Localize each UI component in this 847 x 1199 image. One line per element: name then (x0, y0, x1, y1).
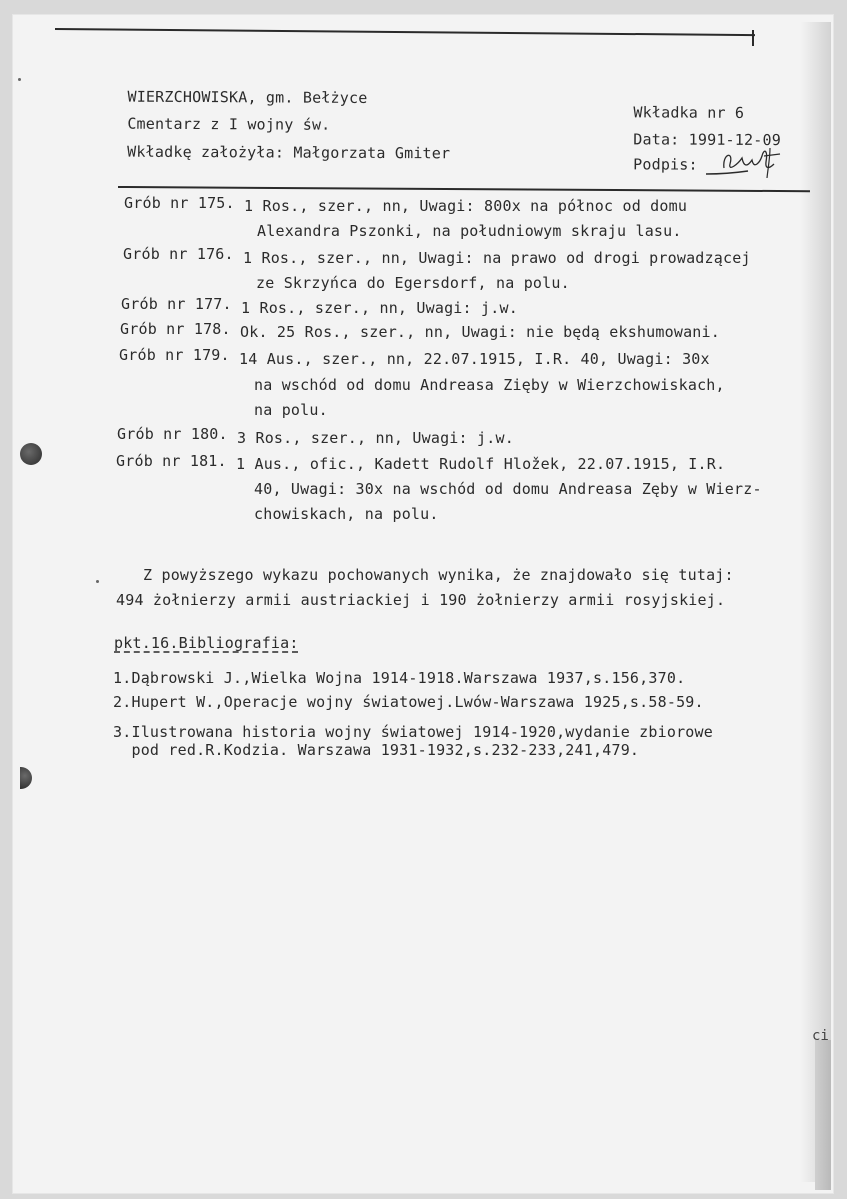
header-insert-number: Wkładka nr 6 (633, 103, 745, 122)
header-location: WIERZCHOWISKA, gm. Bełżyce (127, 87, 368, 107)
grave-text-line: 1 Aus., ofic., Kadett Rudolf Hložek, 22.07.1915, I.R. (236, 455, 726, 473)
header-cemetery: Cmentarz z I wojny św. (127, 114, 331, 134)
grave-text-line: ze Skrzyńca do Egersdorf, na polu. (256, 274, 570, 292)
header-author: Wkładkę założyła: Małgorzata Gmiter (127, 142, 451, 163)
bibliography-item-continuation: pod red.R.Kodzia. Warszawa 1931-1932,s.232-233,241,479. (113, 741, 640, 759)
grave-text-line: chowiskach, na polu. (254, 505, 439, 523)
grave-text-line: na wschód od domu Andreasa Zięby w Wierzchowiskach, (254, 376, 725, 394)
grave-label: Grób nr 176. (123, 245, 234, 263)
document-header (0, 0, 847, 174)
grave-label: Grób nr 179. (119, 346, 230, 364)
grave-label: Grób nr 177. (121, 295, 232, 313)
scan-speck (96, 580, 99, 583)
grave-label: Grób nr 180. (117, 425, 228, 443)
scan-speck (18, 78, 21, 81)
grave-text-line: 40, Uwagi: 30x na wschód od domu Andreasa Zęby w Wierz- (254, 480, 762, 498)
punch-hole-icon (20, 443, 42, 465)
bibliography-heading: pkt.16.Bibliografia: (114, 634, 299, 652)
grave-text-line: Alexandra Pszonki, na południowym skraju lasu. (257, 222, 682, 240)
cut-off-edge-text: ci (812, 1028, 829, 1044)
scan-edge-shadow (801, 22, 831, 1182)
scan-edge-dark (815, 1040, 831, 1190)
bibliography-item: 2.Hupert W.,Operacje wojny światowej.Lwów-Warszawa 1925,s.58-59. (113, 693, 704, 711)
header-signature-label: Podpis: (633, 155, 698, 174)
grave-text-line: na polu. (254, 401, 328, 419)
grave-label: Grób nr 181. (116, 452, 227, 470)
bibliography-item: 1.Dąbrowski J.,Wielka Wojna 1914-1918.Warszawa 1937,s.156,370. (113, 669, 686, 687)
header-date: Data: 1991-12-09 (633, 130, 782, 150)
summary-line: 494 żołnierzy armii austriackiej i 190 żołnierzy armii rosyjskiej. (116, 591, 726, 609)
sheet-top-edge-tick (752, 30, 754, 46)
grave-label: Grób nr 175. (124, 194, 235, 212)
bibliography-item: 3.Ilustrowana historia wojny światowej 1914-1920,wydanie zbiorowe (113, 723, 713, 741)
grave-text-line: 1 Ros., szer., nn, Uwagi: 800x na północ od domu (244, 197, 688, 215)
summary-line: Z powyższego wykazu pochowanych wynika, że znajdowało się tutaj: (143, 566, 734, 584)
grave-text-line: 1 Ros., szer., nn, Uwagi: na prawo od drogi prowadzącej (243, 249, 751, 267)
grave-text-line: 1 Ros., szer., nn, Uwagi: j.w. (241, 299, 518, 317)
grave-text-line: 14 Aus., szer., nn, 22.07.1915, I.R. 40, Uwagi: 30x (239, 350, 710, 368)
grave-text-line: 3 Ros., szer., nn, Uwagi: j.w. (237, 429, 514, 447)
grave-text-line: Ok. 25 Ros., szer., nn, Uwagi: nie będą ekshumowani. (240, 323, 720, 341)
grave-label: Grób nr 178. (120, 320, 231, 338)
handwritten-signature-icon (704, 144, 788, 184)
